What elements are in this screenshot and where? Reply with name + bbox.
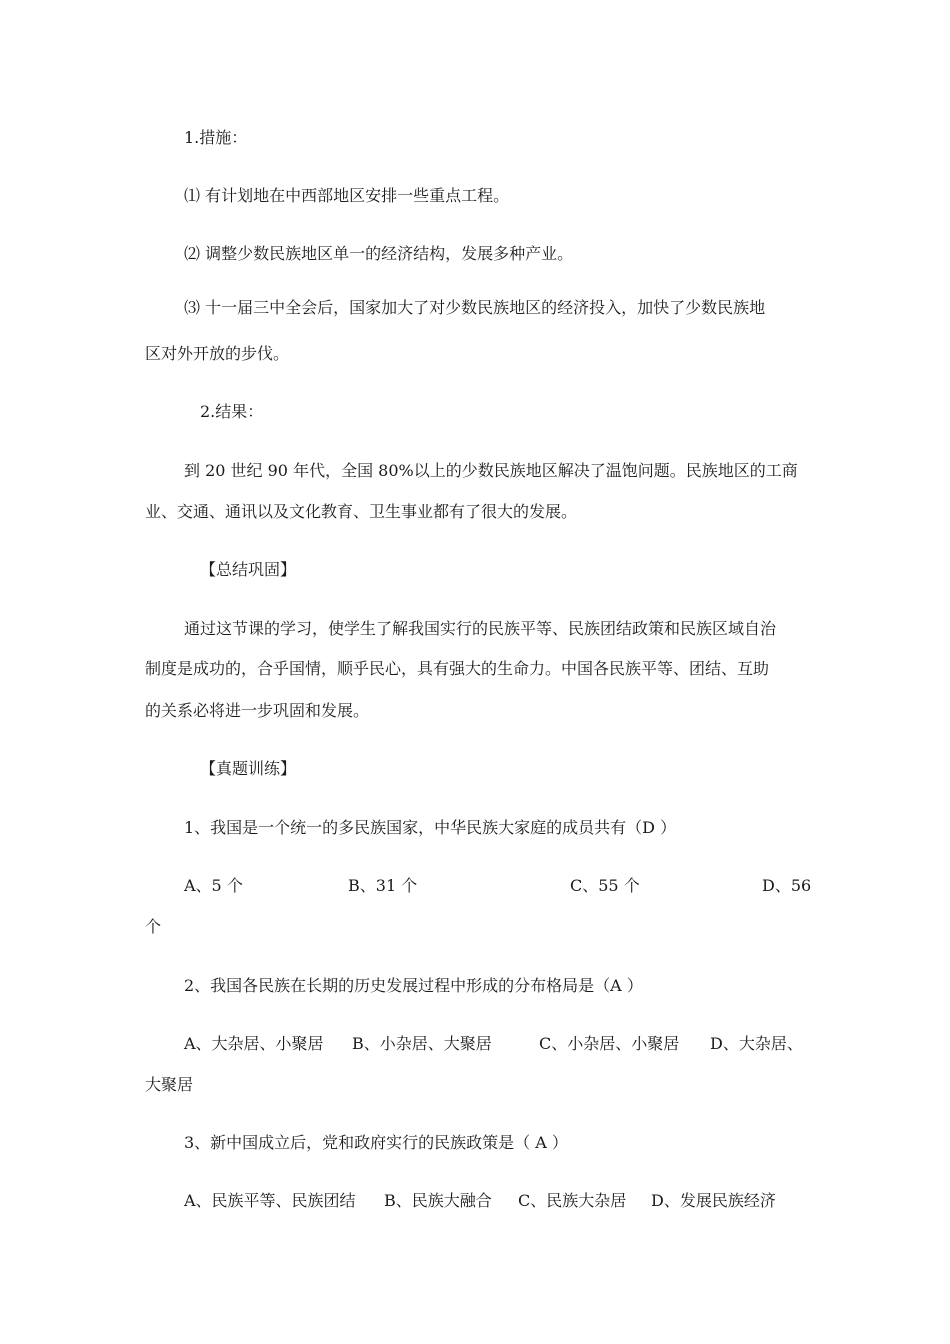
q1-option-b: B、31 个	[348, 876, 418, 895]
q1-option-c: C、55 个	[570, 876, 640, 895]
q1-option-d: D、56	[762, 876, 812, 895]
q2-option-d-continued: 大聚居	[145, 1075, 194, 1094]
summary-text-line-3: 的关系必将进一步巩固和发展。	[145, 701, 370, 720]
training-heading: 【真题训练】	[200, 759, 297, 778]
measure-item-2: ⑵ 调整少数民族地区单一的经济结构，发展多种产业。	[184, 244, 574, 263]
q1-option-d-continued: 个	[145, 917, 162, 936]
q2-option-a: A、大杂居、小聚居	[184, 1034, 324, 1053]
q2-option-d: D、大杂居、	[710, 1034, 803, 1053]
q3-option-c: C、民族大杂居	[518, 1191, 627, 1210]
result-text-line-2: 业、交通、通讯以及文化教育、卫生事业都有了很大的发展。	[145, 502, 578, 521]
measure-item-1: ⑴ 有计划地在中西部地区安排一些重点工程。	[184, 186, 510, 205]
summary-heading: 【总结巩固】	[200, 560, 297, 579]
q3-option-b: B、民族大融合	[384, 1191, 492, 1210]
q2-option-b: B、小杂居、大聚居	[352, 1034, 492, 1053]
q3-option-d: D、发展民族经济	[651, 1191, 776, 1210]
summary-text-line-2: 制度是成功的，合乎国情，顺乎民心，具有强大的生命力。中国各民族平等、团结、互助	[145, 659, 770, 678]
question-2: 2、我国各民族在长期的历史发展过程中形成的分布格局是（A ）	[184, 976, 643, 995]
measure-item-3-line-2: 区对外开放的步伐。	[145, 344, 290, 363]
measures-heading: 1.措施：	[184, 128, 248, 147]
q3-option-a: A、民族平等、民族团结	[184, 1191, 356, 1210]
measure-item-3-line-1: ⑶ 十一届三中全会后，国家加大了对少数民族地区的经济投入，加快了少数民族地	[184, 298, 766, 317]
question-1: 1、我国是一个统一的多民族国家，中华民族大家庭的成员共有（D ）	[184, 818, 677, 837]
q2-option-c: C、小杂居、小聚居	[539, 1034, 680, 1053]
result-text-line-1: 到 20 世纪 90 年代，全国 80%以上的少数民族地区解决了温饱问题。民族地区的工商	[184, 461, 798, 480]
summary-text-line-1: 通过这节课的学习，使学生了解我国实行的民族平等、民族团结政策和民族区域自治	[184, 619, 777, 638]
question-3: 3、新中国成立后，党和政府实行的民族政策是（ A ）	[184, 1133, 568, 1152]
q1-option-a: A、5 个	[184, 876, 243, 895]
result-heading: 2.结果：	[200, 402, 264, 421]
